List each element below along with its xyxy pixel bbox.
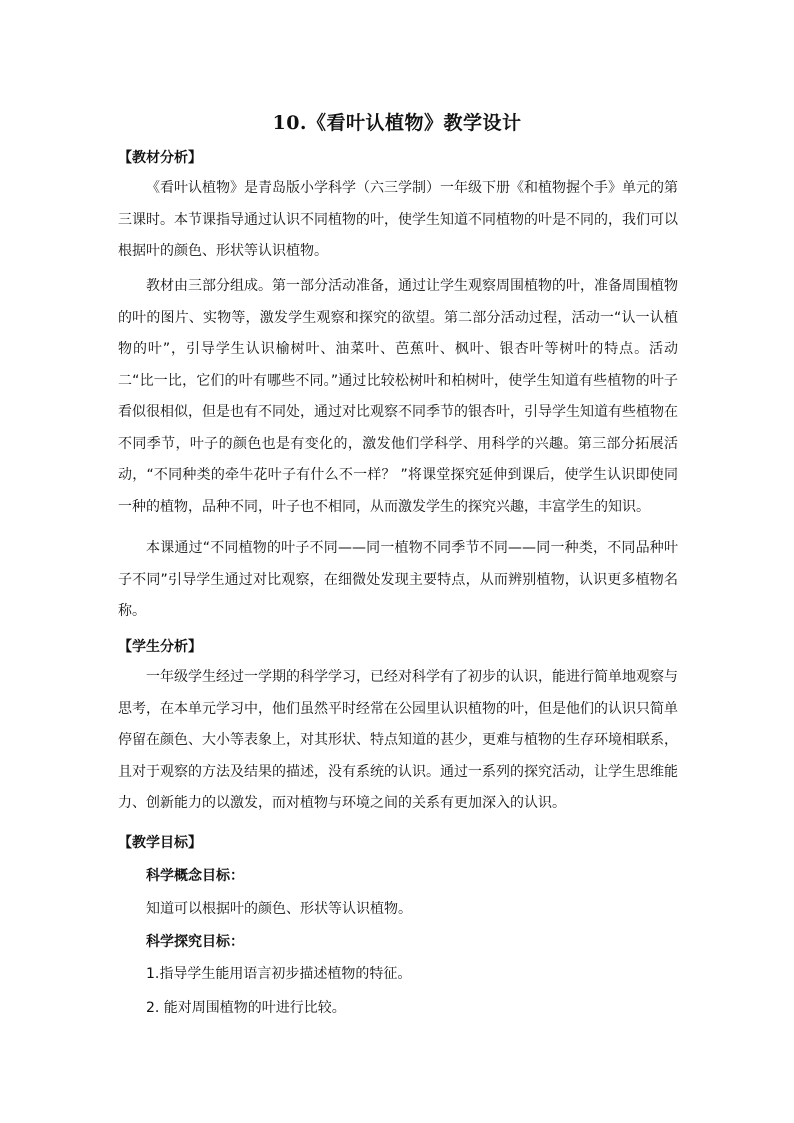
paragraph-material-2: 教材由三部分组成。第一部分活动准备，通过让学生观察周围植物的叶，准备周围植物的叶的图片、实物等，激发学生观察和探究的欲望。第二部分活动过程，活动一“认一认植物的叶”，引导学生认识榆树叶、油菜叶、芭蕉叶、枫叶、银杏叶等树叶的特点。活动二“比一比，它们的叶有哪些不同。”通过比较松树叶和柏树叶，使学生知道有些植物的叶子看似很相似，但是也有不同处，通过对比观察不同季节的银杏叶，引导学生知道有些植物在不同季节，叶子的颜色也是有变化的，激发他们学科学、用科学的兴趣。第三部分拓展活动，“不同种类的牵牛花叶子有什么不一样？ ”将课堂探究延伸到课后，使学生认识即使同一种的植物，品种不同，叶子也不相同，从而激发学生的探究兴趣，丰富学生的知识。 (118, 278, 678, 515)
paragraph-students: 一年级学生经过一学期的科学学习，已经对科学有了初步的认识，能进行简单地观察与思考，在本单元学习中，他们虽然平时经常在公园里认识植物的叶，但是他们的认识只简单停留在颜色、大小等表象上，对其形状、特点知道的甚少，更难与植物的生存环境相联系，且对于观察的方法及结果的描述，没有系统的认识。通过一系列的探究活动，让学生思维能力、创新能力的以激发，而对植物与环境之间的关系有更加深入的认识。 (118, 669, 678, 811)
paragraph-material-3: 本课通过“不同植物的叶子不同——同一植物不同季节不同——同一种类，不同品种叶子不同”引导学生通过对比观察，在细微处发现主要特点，从而辨别植物，认识更多植物名称。 (118, 540, 678, 619)
concept-goal-text: 知道可以根据叶的颜色、形状等认识植物。 (146, 901, 412, 917)
section-heading-students: 【学生分析】 (118, 639, 202, 655)
subheading-inquiry-goal: 科学探究目标： (146, 934, 244, 950)
section-heading-goals: 【教学目标】 (118, 835, 202, 851)
inquiry-goal-item-1: 1.指导学生能用语言初步描述植物的特征。 (146, 966, 412, 982)
inquiry-goal-item-2: 2. 能对周围植物的叶进行比较。 (146, 1000, 346, 1016)
paragraph-material-1: 《看叶认植物》是青岛版小学科学（六三学制）一年级下册《和植物握个手》单元的第三课时。本节课指导通过认识不同植物的叶，使学生知道不同植物的叶是不同的，我们可以根据叶的颜色、形状等认识植物。 (118, 180, 678, 259)
subheading-concept-goal: 科学概念目标： (146, 868, 244, 884)
section-heading-material: 【教材分析】 (118, 150, 202, 166)
document-title: 10.《看叶认植物》教学设计 (272, 112, 522, 134)
